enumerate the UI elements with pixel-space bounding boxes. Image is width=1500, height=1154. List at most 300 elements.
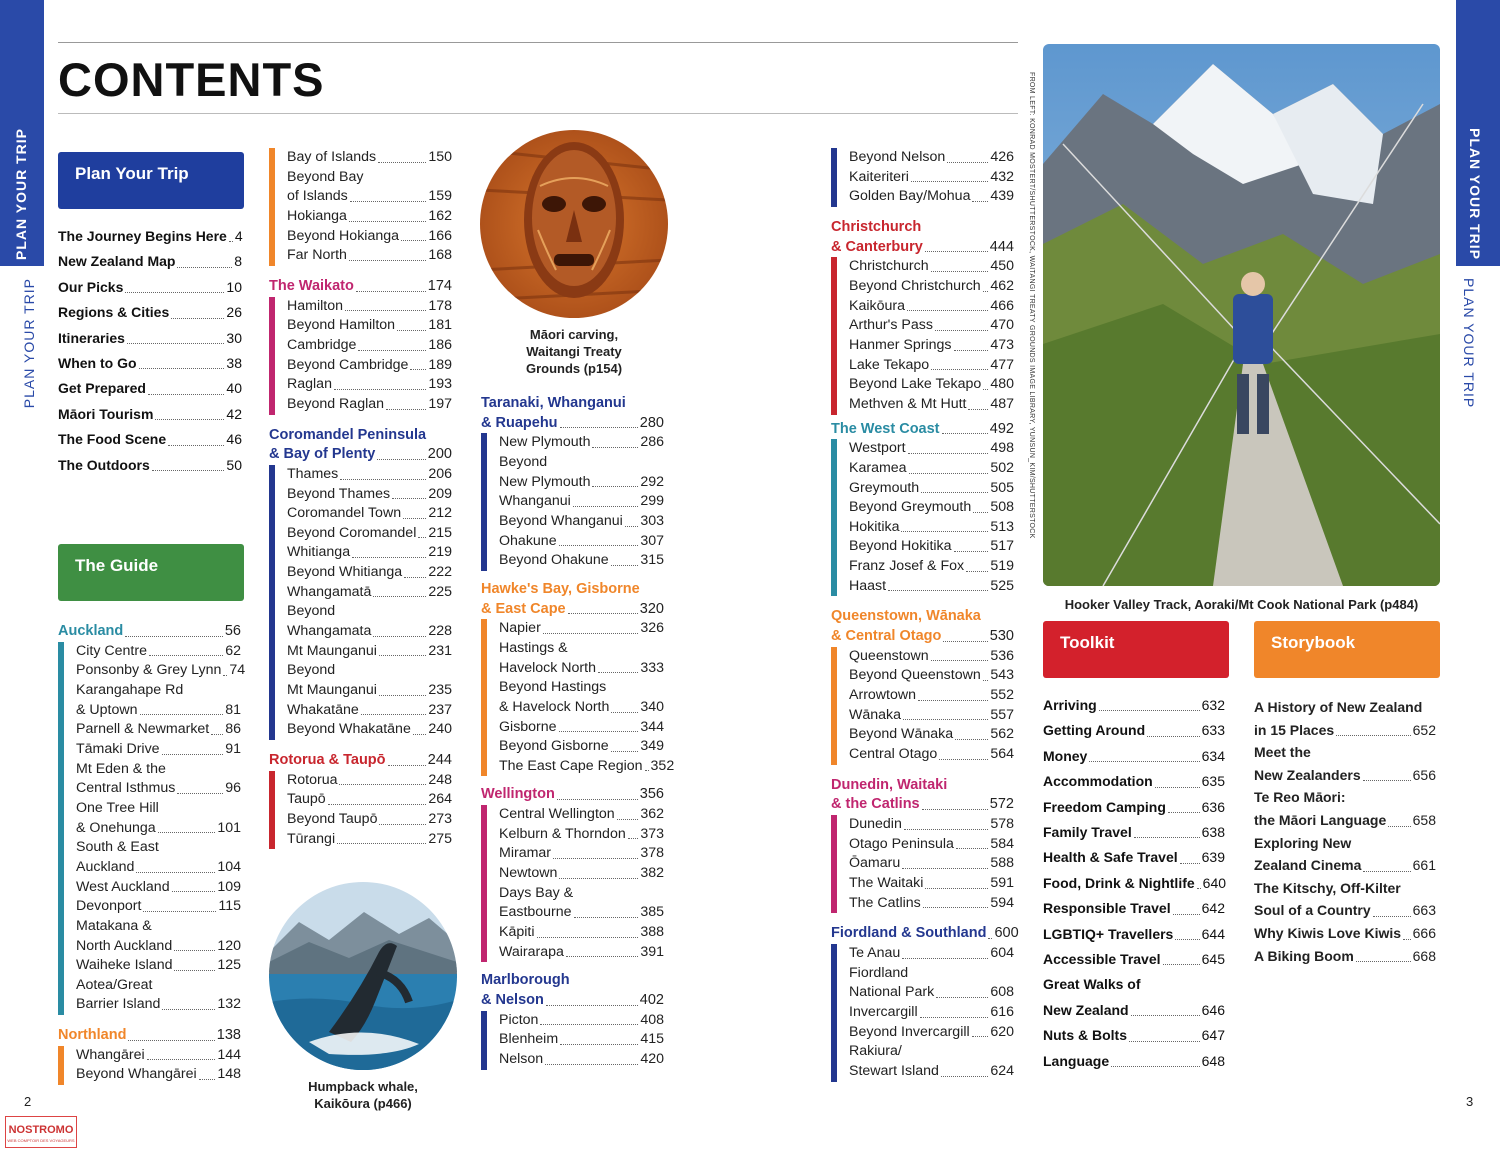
section-heading[interactable]: [831, 924, 1019, 944]
toc-entry[interactable]: [58, 1026, 241, 1046]
toc-entry[interactable]: [499, 718, 664, 738]
toc-entry-title: Kelburn & Thorndon: [499, 825, 626, 842]
toc-entry-page: 530: [989, 628, 1014, 645]
toc-entry[interactable]: [287, 227, 452, 247]
toc-entry[interactable]: [499, 433, 664, 453]
dot-leader: [168, 445, 224, 446]
toc-entry[interactable]: [287, 375, 452, 395]
toc-entry-title: Auckland: [76, 858, 135, 875]
section-title-line: Marlborough: [481, 972, 570, 989]
toc-entry[interactable]: [499, 923, 664, 943]
toc-entry-page: 562: [990, 726, 1014, 743]
toc-entry[interactable]: [58, 427, 242, 452]
toc-entry[interactable]: [269, 751, 452, 771]
toc-entry[interactable]: [287, 563, 452, 583]
toc-entry[interactable]: [1043, 820, 1225, 845]
toc-entry[interactable]: [269, 445, 452, 465]
toc-entry-page: 402: [639, 992, 664, 1009]
toc-entry[interactable]: [1254, 945, 1436, 968]
storybook-box[interactable]: Storybook: [1254, 621, 1440, 678]
toc-entry[interactable]: [849, 666, 1014, 686]
toc-entry-page: 600: [994, 925, 1019, 942]
toc-entry[interactable]: [287, 622, 452, 642]
toc-entry[interactable]: [287, 187, 452, 207]
toc-entry-page: 382: [640, 865, 664, 882]
toc-entry[interactable]: [849, 316, 1014, 336]
toc-entry-title: Golden Bay/Mohua: [849, 188, 971, 205]
toc-entry-page: 174: [427, 277, 452, 294]
toc-entry[interactable]: [287, 790, 452, 810]
toc-entry-page: 450: [990, 258, 1014, 275]
toc-entry[interactable]: [1043, 871, 1225, 896]
toc-entry[interactable]: [76, 956, 241, 976]
dot-leader: [931, 369, 988, 370]
toc-entry[interactable]: [849, 168, 1014, 188]
plan-your-trip-box[interactable]: Plan Your Trip: [58, 152, 244, 209]
toc-entry-title: Parnell & Newmarket: [76, 721, 210, 738]
toc-entry[interactable]: [849, 479, 1014, 499]
toc-entry-title: Beyond Whangārei: [76, 1066, 197, 1083]
toc-entry[interactable]: [499, 943, 664, 963]
toc-entry[interactable]: [1254, 764, 1436, 787]
toc-entry-page: 385: [640, 904, 664, 921]
toc-entry-page: 640: [1202, 874, 1227, 891]
toc-entry[interactable]: [499, 473, 664, 493]
toc-entry[interactable]: [1254, 719, 1436, 742]
toc-entry-line: Beyond: [287, 662, 336, 679]
toc-entry-page: 38: [226, 355, 242, 372]
dot-leader: [559, 731, 639, 732]
toc-entry[interactable]: [849, 336, 1014, 356]
dot-leader: [903, 719, 988, 720]
toc-entry[interactable]: [849, 1023, 1014, 1043]
toc-entry-page: 315: [640, 552, 664, 569]
toc-entry[interactable]: [849, 874, 1014, 894]
toc-entry-title: Picton: [499, 1011, 539, 1028]
toc-entry[interactable]: [499, 551, 664, 571]
toc-entry[interactable]: [849, 686, 1014, 706]
toc-entry-page: 333: [640, 659, 664, 676]
dot-leader: [1197, 888, 1201, 889]
toc-entry-page: 470: [990, 317, 1014, 334]
toc-entry-title: Methven & Mt Hutt: [849, 395, 967, 412]
toc-entry[interactable]: [1254, 809, 1436, 832]
toc-entry-title: Beyond Cambridge: [287, 356, 409, 373]
section-heading[interactable]: [481, 580, 664, 619]
section-heading[interactable]: [481, 971, 664, 1010]
toc-entry[interactable]: [287, 485, 452, 505]
toc-entry[interactable]: [1254, 854, 1436, 877]
toc-entry[interactable]: [287, 395, 452, 415]
toc-entry-page: 439: [990, 188, 1014, 205]
section-heading[interactable]: [269, 426, 452, 465]
toc-entry-title: Miramar: [499, 845, 552, 862]
toc-entry-title: Whangamata: [287, 623, 372, 640]
toc-entry[interactable]: [849, 557, 1014, 577]
toc-entry-page: 125: [217, 957, 241, 974]
toc-entry[interactable]: [849, 537, 1014, 557]
toc-entry[interactable]: [287, 720, 452, 740]
toc-entry[interactable]: [76, 878, 241, 898]
toc-entry[interactable]: [58, 224, 242, 249]
toc-entry[interactable]: [849, 983, 1014, 1003]
dot-leader: [1363, 871, 1410, 872]
toc-entry[interactable]: [76, 1046, 241, 1066]
toc-entry[interactable]: [849, 356, 1014, 376]
toolkit-box[interactable]: Toolkit: [1043, 621, 1229, 678]
dot-leader: [923, 907, 989, 908]
toc-entry[interactable]: [849, 498, 1014, 518]
toc-entry-title: Health & Safe Travel: [1043, 849, 1178, 866]
caption-line: Grounds (p154): [525, 361, 623, 376]
toc-entry[interactable]: [499, 757, 675, 777]
toc-entry[interactable]: [58, 376, 242, 401]
toc-entry[interactable]: [849, 148, 1014, 168]
toc-entry[interactable]: [499, 864, 664, 884]
toc-entry-page: 517: [990, 538, 1014, 555]
toc-entry[interactable]: [849, 577, 1014, 597]
toc-entry-page: 635: [1201, 773, 1225, 790]
dot-leader: [172, 891, 216, 892]
dot-leader: [340, 479, 426, 480]
dot-leader: [939, 759, 988, 760]
section-heading[interactable]: [831, 776, 1014, 815]
page-number-left: 2: [24, 1094, 32, 1109]
toc-entry[interactable]: [499, 512, 664, 532]
toc-entry[interactable]: [481, 991, 664, 1011]
toc-entry-title: Beyond Raglan: [287, 395, 385, 412]
toc-entry[interactable]: [1043, 769, 1225, 794]
toc-entry-title: Raglan: [287, 376, 332, 393]
dot-leader: [1163, 964, 1200, 965]
toc-entry-title: Wellington: [481, 786, 555, 803]
toc-entry[interactable]: [831, 924, 1019, 944]
toc-entry-title: Ōamaru: [849, 855, 901, 872]
toc-entry[interactable]: [849, 745, 1014, 765]
toc-entry[interactable]: [76, 661, 246, 681]
toc-entry[interactable]: [849, 297, 1014, 317]
toc-entry[interactable]: [58, 300, 242, 325]
section-heading[interactable]: [831, 420, 1014, 440]
section-heading[interactable]: [58, 622, 241, 642]
toc-entry[interactable]: [58, 453, 242, 478]
toc-entry[interactable]: [849, 815, 1014, 835]
toc-entry[interactable]: [1254, 922, 1436, 945]
toc-entry-title: Haast: [849, 577, 887, 594]
dot-leader: [559, 545, 639, 546]
section-heading[interactable]: [58, 1026, 241, 1046]
top-rule: [58, 42, 1018, 43]
toc-entry-page: 633: [1201, 722, 1225, 739]
toc-entry-title: & Onehunga: [76, 819, 156, 836]
dot-leader: [152, 470, 225, 471]
dot-leader: [177, 793, 223, 794]
toc-entry[interactable]: [287, 207, 452, 227]
subsection-list: [58, 642, 246, 1015]
toc-entry[interactable]: [287, 336, 452, 356]
toc-entry[interactable]: [1043, 896, 1225, 921]
toc-entry[interactable]: [287, 583, 452, 603]
dot-leader: [379, 695, 426, 696]
toc-entry-page: 4: [234, 228, 243, 244]
toc-entry[interactable]: [499, 903, 664, 923]
humpback-whale-image: [269, 882, 457, 1070]
toc-entry[interactable]: [58, 351, 242, 376]
toc-entry-page: 178: [428, 297, 452, 314]
dot-leader: [966, 571, 988, 572]
section-heading[interactable]: [831, 218, 1014, 257]
toc-entry[interactable]: [849, 375, 1014, 395]
toc-entry-page: 642: [1201, 900, 1225, 917]
toc-entry[interactable]: [1043, 744, 1225, 769]
toc-entry-page: 101: [217, 819, 241, 836]
toc-entry[interactable]: [58, 326, 242, 351]
toc-entry[interactable]: [287, 771, 452, 791]
toc-entry[interactable]: [1043, 718, 1225, 743]
dot-leader: [199, 1079, 216, 1080]
toc-entry[interactable]: [499, 805, 664, 825]
toc-entry[interactable]: [76, 720, 241, 740]
dot-leader: [598, 672, 638, 673]
toc-entry[interactable]: [499, 659, 664, 679]
toc-entry[interactable]: [1043, 947, 1225, 972]
toc-entry[interactable]: [76, 858, 241, 878]
photo-credit: FROM LEFT: KONRAD MOSTERT/SHUTTERSTOCK, WAITANGI TREATY GROUNDS IMAGE LIBRARY, YUNSUN_KIM/SHUTTERSTOCK: [1028, 72, 1035, 539]
toc-entry-page: 286: [640, 434, 664, 451]
toc-entry-line: A History of New Zealand: [1254, 699, 1423, 715]
toc-entry-title: Christchurch: [849, 258, 929, 275]
toc-entry-page: 181: [428, 317, 452, 334]
toc-entry[interactable]: [58, 402, 242, 427]
dot-leader: [592, 447, 638, 448]
toc-entry[interactable]: [481, 600, 664, 620]
toc-entry-title: Nelson: [499, 1051, 544, 1067]
toc-entry-line: The Kitschy, Off-Kilter: [1254, 879, 1401, 896]
dot-leader: [388, 765, 426, 766]
toc-entry-title: Accessible Travel: [1043, 951, 1161, 968]
toc-entry[interactable]: [1043, 1023, 1225, 1048]
section-heading[interactable]: [831, 607, 1014, 646]
dot-leader: [983, 389, 988, 390]
toc-entry[interactable]: [76, 995, 241, 1015]
toc-entry[interactable]: [1043, 1049, 1225, 1074]
dot-leader: [162, 1009, 215, 1010]
toc-entry-page: 81: [225, 701, 241, 718]
toc-entry[interactable]: [849, 1003, 1014, 1023]
toc-entry[interactable]: [76, 819, 241, 839]
toc-entry[interactable]: [849, 1062, 1014, 1082]
toc-entry[interactable]: [499, 1011, 664, 1031]
toc-entry-title: Money: [1043, 747, 1088, 764]
dot-leader: [386, 409, 426, 410]
toc-entry-title: Māori Tourism: [58, 405, 154, 422]
toc-entry[interactable]: [481, 785, 664, 805]
toc-entry[interactable]: [287, 316, 452, 336]
toc-entry[interactable]: [287, 642, 452, 662]
toc-entry-page: 634: [1201, 747, 1225, 764]
toc-entry[interactable]: [499, 698, 664, 718]
toc-entry[interactable]: [1043, 693, 1225, 718]
dot-leader: [560, 1044, 638, 1045]
toc-entry[interactable]: [499, 532, 664, 552]
toc-entry-title: Invercargill: [849, 1003, 918, 1020]
toc-entry[interactable]: [1043, 795, 1225, 820]
toc-entry-page: 186: [428, 336, 452, 353]
toc-entry[interactable]: [287, 148, 452, 168]
toc-entry[interactable]: [287, 810, 452, 830]
toc-entry-page: 10: [226, 278, 242, 295]
toc-entry-title: Central Otago: [849, 746, 938, 763]
toc-entry[interactable]: [481, 414, 664, 434]
subsection-list: [831, 647, 1014, 765]
toc-entry-page: 508: [990, 499, 1014, 516]
toc-entry[interactable]: [499, 619, 664, 639]
toc-entry[interactable]: [287, 524, 452, 544]
toc-entry[interactable]: [849, 894, 1014, 914]
section-heading[interactable]: [269, 277, 452, 297]
dot-leader: [925, 251, 988, 252]
toc-entry[interactable]: [76, 740, 241, 760]
toc-entry[interactable]: [849, 395, 1014, 415]
toc-entry[interactable]: [287, 465, 452, 485]
toc-entry[interactable]: [849, 459, 1014, 479]
dot-leader: [904, 829, 988, 830]
subsection-list: [58, 1046, 241, 1085]
section-title-line: Dunedin, Waitaki: [831, 776, 948, 793]
side-tab-label: PLAN YOUR TRIP: [1467, 128, 1483, 260]
toc-entry-title: Hanmer Springs: [849, 336, 952, 353]
toc-entry[interactable]: [849, 257, 1014, 277]
toc-entry[interactable]: [287, 543, 452, 563]
logo-name: NOSTROMO: [8, 1124, 74, 1136]
toc-entry[interactable]: [58, 622, 241, 642]
toc-entry[interactable]: [499, 1050, 664, 1070]
toc-entry-title: Whanganui: [499, 493, 571, 510]
dot-leader: [1131, 1015, 1200, 1016]
toc-entry[interactable]: [76, 937, 241, 957]
toc-entry-page: 206: [428, 465, 452, 482]
toc-entry-page: 231: [428, 642, 452, 659]
toc-entry[interactable]: [849, 725, 1014, 745]
toc-entry[interactable]: [287, 681, 452, 701]
toc-entry-title: Beyond Taupō: [287, 811, 378, 827]
toc-entry[interactable]: [831, 795, 1014, 815]
toc-entry-title: in 15 Places: [1254, 721, 1335, 738]
the-guide-box[interactable]: The Guide: [58, 544, 244, 601]
toc-entry[interactable]: [1254, 899, 1436, 922]
toc-entry[interactable]: [287, 701, 452, 721]
toc-entry-title: & Nelson: [481, 992, 544, 1009]
toc-entry-page: 197: [428, 395, 452, 412]
toc-entry-page: 632: [1201, 697, 1225, 713]
toc-entry[interactable]: [849, 944, 1014, 964]
toc-entry[interactable]: [287, 504, 452, 524]
toc-entry[interactable]: [849, 518, 1014, 538]
toc-entry[interactable]: [58, 275, 242, 300]
toc-entry[interactable]: [76, 701, 241, 721]
dot-leader: [1403, 939, 1411, 940]
subsection-list: [481, 619, 675, 776]
toc-entry-title: The Catlins: [849, 894, 921, 911]
caption-line: Māori carving,: [529, 327, 619, 342]
toc-entry[interactable]: [1043, 845, 1225, 870]
toc-entry-title: Beyond Gisborne: [499, 738, 609, 755]
dot-leader: [339, 784, 426, 785]
toc-entry-title: Waiheke Island: [76, 957, 173, 974]
toc-entry[interactable]: [76, 642, 241, 662]
toc-entry-title: New Zealand Map: [58, 253, 176, 270]
dot-leader: [358, 350, 426, 351]
toc-entry[interactable]: [499, 1030, 664, 1050]
toc-entry-page: 96: [225, 780, 241, 797]
toc-entry-page: 388: [640, 924, 664, 941]
dot-leader: [147, 1059, 216, 1060]
toc-entry-page: 344: [640, 718, 664, 735]
photo-caption: Hooker Valley Track, Aoraki/Mt Cook National Park (p484): [1064, 597, 1419, 612]
toc-entry-title: & Bay of Plenty: [269, 446, 376, 463]
section-heading[interactable]: [481, 394, 664, 433]
dot-leader: [568, 613, 638, 614]
toc-entry[interactable]: [499, 492, 664, 512]
toc-entry[interactable]: [76, 779, 241, 799]
subsection-list: [481, 805, 664, 962]
toc-entry[interactable]: [849, 854, 1014, 874]
toc-entry[interactable]: [849, 277, 1014, 297]
toc-entry[interactable]: [287, 297, 452, 317]
dot-leader: [973, 512, 988, 513]
toc-entry[interactable]: [287, 830, 452, 850]
toc-entry[interactable]: [849, 706, 1014, 726]
toc-entry[interactable]: [287, 246, 452, 266]
toc-entry-page: 240: [428, 721, 452, 738]
dot-leader: [972, 201, 988, 202]
dot-leader: [174, 950, 215, 951]
toc-entry[interactable]: [849, 187, 1014, 207]
toc-entry-title: Beyond Invercargill: [849, 1023, 970, 1040]
toc-entry[interactable]: [269, 277, 452, 297]
toc-entry[interactable]: [1043, 998, 1225, 1023]
dot-leader: [403, 518, 426, 519]
toc-entry[interactable]: [849, 439, 1014, 459]
toc-entry-title: Otago Peninsula: [849, 835, 954, 852]
toc-entry[interactable]: [849, 835, 1014, 855]
toc-entry[interactable]: [499, 825, 664, 845]
toc-entry-page: 644: [1201, 925, 1225, 942]
dot-leader: [125, 636, 223, 637]
toc-entry-title: Arriving: [1043, 697, 1097, 713]
toc-entry[interactable]: [287, 356, 452, 376]
toc-entry-title: Dunedin: [849, 816, 902, 832]
nostromo-logo: [5, 1116, 77, 1148]
toc-entry[interactable]: [58, 249, 242, 274]
toc-entry[interactable]: [849, 647, 1014, 667]
logo-tagline: WEB COMPTOIR DES VOYAGEURS: [7, 1138, 75, 1143]
toc-entry[interactable]: [831, 238, 1014, 258]
toc-entry[interactable]: [499, 844, 664, 864]
toc-entry[interactable]: [831, 627, 1014, 647]
toc-entry-title: & Havelock North: [499, 698, 610, 715]
toc-entry[interactable]: [1043, 922, 1225, 947]
dot-leader: [968, 409, 988, 410]
section-heading[interactable]: [481, 785, 664, 805]
section-heading[interactable]: [269, 751, 452, 771]
toc-entry[interactable]: [831, 420, 1014, 440]
toc-entry[interactable]: [76, 1065, 241, 1085]
toc-entry[interactable]: [499, 737, 664, 757]
dot-leader: [143, 911, 216, 912]
toc-entry[interactable]: [76, 897, 241, 917]
dot-leader: [128, 1040, 214, 1041]
